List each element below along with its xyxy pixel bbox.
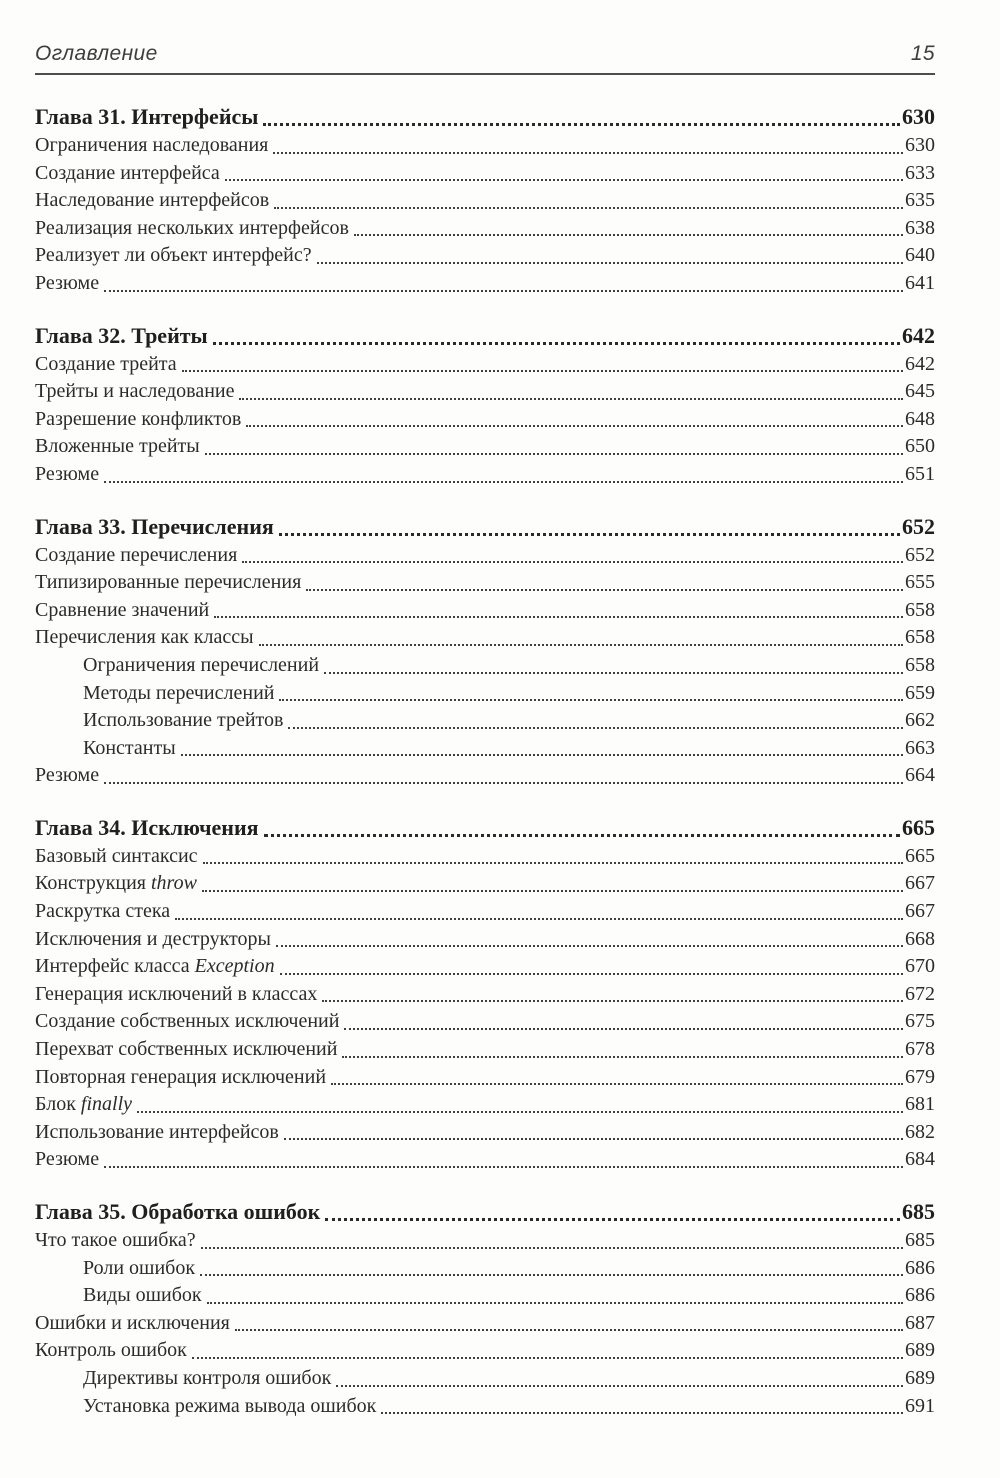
toc-entry-row <box>35 1227 935 1255</box>
dot-leader <box>246 425 903 427</box>
toc-entry-label: Константы <box>83 736 176 759</box>
toc-entry-row <box>35 870 935 898</box>
toc-entry-title <box>35 898 170 926</box>
toc-entry-label-italic: Exception <box>194 955 275 978</box>
toc-entry-row <box>35 597 935 625</box>
toc-entry-row <box>35 762 935 790</box>
toc-entry-row <box>35 707 935 735</box>
toc-entry-page: 652 <box>905 543 935 566</box>
dot-leader <box>263 123 900 126</box>
dot-leader <box>325 1218 900 1221</box>
toc-entry-page: 663 <box>905 736 935 759</box>
toc-entry-row <box>35 898 935 926</box>
toc-entry-title <box>35 101 258 132</box>
toc-chapter-row <box>35 1196 935 1227</box>
toc-entry-row <box>35 624 935 652</box>
toc-entry-page: 640 <box>905 244 935 267</box>
toc-chapter-row <box>35 812 935 843</box>
toc-entry-page: 630 <box>902 104 935 129</box>
toc-entry-title <box>35 433 200 461</box>
toc-chapter-row <box>35 101 935 132</box>
toc-entry-label: Блок <box>35 1093 81 1116</box>
toc-entry-label: Глава 31. Интерфейсы <box>35 104 259 129</box>
page-header <box>35 42 935 75</box>
toc-entry-row <box>35 652 935 680</box>
toc-section <box>35 320 935 489</box>
toc-section <box>35 812 935 1174</box>
toc-entry-title <box>83 1393 376 1421</box>
toc-entry-label: Глава 34. Исключения <box>35 814 259 840</box>
toc-entry-label: Наследование интерфейсов <box>35 189 270 212</box>
toc-entry-label: Трейты и наследование <box>35 380 235 403</box>
toc-entry-page: 667 <box>905 872 935 895</box>
toc-entry-page: 681 <box>905 1093 935 1116</box>
toc-section <box>35 511 935 790</box>
toc-entry-label: Резюме <box>35 271 100 294</box>
toc-entry-page: 651 <box>905 462 935 485</box>
toc-entry-row <box>35 981 935 1009</box>
toc-entry-title <box>83 652 319 680</box>
running-head-title: Оглавление <box>35 42 158 65</box>
dot-leader <box>336 1385 903 1387</box>
dot-leader <box>284 1138 903 1140</box>
dot-leader <box>306 589 903 591</box>
toc-entry-label: Роли ошибок <box>83 1256 196 1279</box>
dot-leader <box>235 1329 903 1331</box>
dot-leader <box>181 754 903 756</box>
toc-entry-row <box>35 1008 935 1036</box>
toc-entry-page: 685 <box>902 1199 935 1224</box>
toc-entry-page: 645 <box>905 380 935 403</box>
toc-entry-title <box>35 406 241 434</box>
toc-entry-row <box>35 160 935 188</box>
toc-entry-page: 648 <box>905 407 935 430</box>
toc-entry-label: Резюме <box>35 764 100 787</box>
dot-leader <box>202 890 903 892</box>
dot-leader <box>205 453 903 455</box>
toc-entry-label: Использование интерфейсов <box>35 1120 279 1143</box>
toc-entry-title <box>35 215 349 243</box>
dot-leader <box>242 561 903 563</box>
toc-entry-title <box>35 1146 99 1174</box>
toc-entry-page: 665 <box>902 814 935 840</box>
dot-leader <box>322 1000 903 1002</box>
toc-entry-label: Что такое ошибка? <box>35 1229 196 1251</box>
toc-entry-page: 670 <box>905 955 935 978</box>
toc-entry-row <box>35 1337 935 1365</box>
toc-section <box>35 101 935 298</box>
toc-entry-label: Раскрутка стека <box>35 900 171 923</box>
toc-entry-page: 689 <box>905 1366 935 1389</box>
toc-entry-label: Виды ошибок <box>83 1284 202 1307</box>
dot-leader <box>104 1166 903 1168</box>
toc-section <box>35 1196 935 1420</box>
dot-leader <box>279 533 900 536</box>
toc-entry-row <box>35 1036 935 1064</box>
toc-entry-title <box>35 1337 187 1365</box>
dot-leader <box>137 1111 903 1113</box>
toc-entry-title <box>35 1119 279 1147</box>
toc-entry-page: 652 <box>902 513 935 539</box>
toc-entry-title <box>35 597 209 625</box>
toc-entry-row <box>35 433 935 461</box>
toc <box>35 101 935 1420</box>
toc-entry-label: Глава 35. Обработка ошибок <box>35 1199 321 1224</box>
dot-leader <box>104 782 903 784</box>
toc-entry-label: Резюме <box>35 1148 100 1171</box>
toc-entry-label: Установка режима вывода ошибок <box>83 1394 377 1417</box>
toc-entry-title <box>83 735 176 763</box>
toc-entry-title <box>35 812 259 843</box>
toc-entry-label: Перечисления как классы <box>35 626 254 649</box>
toc-chapter-row <box>35 511 935 542</box>
dot-leader <box>203 862 903 864</box>
toc-entry-page: 684 <box>905 1148 935 1171</box>
toc-entry-label: Резюме <box>35 462 100 485</box>
toc-entry-page: 668 <box>905 927 935 950</box>
toc-entry-label: Вложенные трейты <box>35 435 200 458</box>
dot-leader <box>280 973 903 975</box>
toc-entry-row <box>35 542 935 570</box>
toc-entry-page: 659 <box>905 681 935 704</box>
toc-entry-page: 667 <box>905 900 935 923</box>
toc-entry-label: Типизированные перечисления <box>35 571 302 594</box>
toc-entry-title <box>35 320 208 351</box>
toc-entry-title <box>83 1282 202 1310</box>
toc-entry-title <box>83 707 283 735</box>
toc-entry-page: 682 <box>905 1120 935 1143</box>
toc-entry-page: 686 <box>905 1256 935 1279</box>
toc-entry-page: 658 <box>905 626 935 649</box>
dot-leader <box>331 1083 903 1085</box>
toc-entry-label: Реализация нескольких интерфейсов <box>35 216 349 239</box>
toc-entry-page: 641 <box>905 271 935 294</box>
toc-entry-label: Методы перечислений <box>83 681 275 704</box>
toc-entry-title <box>35 1036 337 1064</box>
dot-leader <box>274 207 903 209</box>
toc-entry-title <box>35 351 177 379</box>
dot-leader <box>104 290 903 292</box>
toc-entry-label: Ограничения наследования <box>35 134 269 156</box>
toc-entry-title <box>35 511 274 542</box>
toc-entry-row <box>35 1064 935 1092</box>
toc-entry-title <box>35 270 99 298</box>
toc-entry-row <box>35 1146 935 1174</box>
toc-entry-row <box>35 953 935 981</box>
toc-entry-row <box>35 132 935 160</box>
toc-entry-label: Перехват собственных исключений <box>35 1038 338 1061</box>
toc-entry-title <box>35 1091 132 1119</box>
toc-entry-label: Создание собственных исключений <box>35 1010 340 1033</box>
toc-entry-label: Директивы контроля ошибок <box>83 1366 332 1389</box>
toc-entry-row <box>35 242 935 270</box>
toc-entry-label-italic: finally <box>80 1093 133 1116</box>
toc-entry-label: Сравнение значений <box>35 598 210 621</box>
dot-leader <box>354 234 903 236</box>
dot-leader <box>239 398 903 400</box>
toc-chapter-row <box>35 320 935 351</box>
toc-entry-label: Ограничения перечислений <box>83 653 320 676</box>
dot-leader <box>201 1247 903 1249</box>
toc-entry-row <box>35 569 935 597</box>
toc-entry-row <box>35 1091 935 1119</box>
dot-leader <box>259 644 903 646</box>
toc-entry-page: 638 <box>905 216 935 239</box>
toc-entry-page: 658 <box>905 653 935 676</box>
toc-entry-title <box>35 953 275 981</box>
toc-entry-label: Создание трейта <box>35 352 177 375</box>
toc-entry-label: Глава 32. Трейты <box>35 322 208 348</box>
dot-leader <box>342 1056 903 1058</box>
toc-entry-title <box>35 762 99 790</box>
toc-entry-title <box>35 1008 339 1036</box>
toc-entry-page: 650 <box>905 435 935 458</box>
dot-leader <box>104 481 903 483</box>
toc-entry-page: 679 <box>905 1065 935 1088</box>
toc-entry-page: 687 <box>905 1311 935 1334</box>
toc-entry-title <box>35 242 312 270</box>
dot-leader <box>213 342 900 345</box>
toc-entry-title <box>35 870 197 898</box>
dot-leader <box>175 918 903 920</box>
toc-entry-label: Базовый синтаксис <box>35 844 198 867</box>
toc-entry-label: Разрешение конфликтов <box>35 407 242 430</box>
toc-entry-row <box>35 1310 935 1338</box>
dot-leader <box>225 179 903 181</box>
dot-leader <box>214 616 903 618</box>
toc-entry-row <box>35 735 935 763</box>
dot-leader <box>264 834 900 837</box>
toc-entry-label: Использование трейтов <box>83 709 284 732</box>
toc-entry-page: 658 <box>905 598 935 621</box>
toc-entry-row <box>35 187 935 215</box>
toc-entry-page: 678 <box>905 1038 935 1061</box>
toc-entry-row <box>35 926 935 954</box>
toc-entry-title <box>35 378 234 406</box>
toc-entry-title <box>35 1064 326 1092</box>
toc-entry-page: 655 <box>905 571 935 594</box>
toc-entry-page: 642 <box>905 352 935 375</box>
toc-entry-page: 664 <box>905 764 935 787</box>
dot-leader <box>381 1412 903 1414</box>
toc-entry-row <box>35 406 935 434</box>
toc-entry-page: 685 <box>905 1229 935 1251</box>
toc-entry-title <box>35 981 317 1009</box>
toc-entry-row <box>35 215 935 243</box>
toc-entry-row <box>35 1365 935 1393</box>
toc-entry-page: 662 <box>905 709 935 732</box>
toc-entry-title <box>35 926 271 954</box>
toc-entry-page: 689 <box>905 1339 935 1362</box>
toc-entry-page: 672 <box>905 982 935 1005</box>
toc-entry-label: Контроль ошибок <box>35 1339 187 1362</box>
toc-entry-title <box>83 1365 331 1393</box>
dot-leader <box>276 945 903 947</box>
toc-entry-page: 642 <box>902 322 935 348</box>
toc-entry-title <box>35 160 220 188</box>
dot-leader <box>273 152 903 154</box>
toc-entry-label: Конструкция <box>35 872 151 895</box>
toc-entry-row <box>35 680 935 708</box>
toc-entry-row <box>35 843 935 871</box>
toc-entry-row <box>35 270 935 298</box>
dot-leader <box>182 370 903 372</box>
toc-entry-title <box>35 1227 196 1255</box>
toc-entry-label-italic: throw <box>150 872 197 895</box>
toc-entry-title <box>35 542 237 570</box>
toc-entry-page: 635 <box>905 189 935 212</box>
toc-entry-label: Исключения и деструкторы <box>35 927 271 950</box>
toc-entry-page: 633 <box>905 161 935 184</box>
toc-entry-label: Повторная генерация исключений <box>35 1065 327 1088</box>
toc-entry-title <box>35 1310 230 1338</box>
toc-entry-label: Глава 33. Перечисления <box>35 513 274 539</box>
toc-entry-page: 686 <box>905 1284 935 1307</box>
dot-leader <box>279 699 903 701</box>
toc-entry-title <box>35 843 198 871</box>
dot-leader <box>324 672 903 674</box>
page-number: 15 <box>910 42 935 65</box>
toc-entry-page: 665 <box>905 844 935 867</box>
dot-leader <box>317 262 903 264</box>
toc-entry-title <box>35 569 301 597</box>
toc-entry-row <box>35 1119 935 1147</box>
toc-entry-row <box>35 351 935 379</box>
dot-leader <box>207 1302 903 1304</box>
toc-entry-label: Создание интерфейса <box>35 161 220 184</box>
toc-entry-title <box>35 461 99 489</box>
toc-entry-row <box>35 1393 935 1421</box>
toc-entry-label: Реализует ли объект интерфейс? <box>35 244 312 267</box>
toc-entry-page: 675 <box>905 1010 935 1033</box>
toc-entry-title <box>35 1196 320 1227</box>
toc-entry-title <box>35 132 268 160</box>
toc-entry-page: 691 <box>905 1394 935 1417</box>
toc-entry-title <box>83 1255 195 1283</box>
toc-entry-row <box>35 461 935 489</box>
toc-entry-label: Генерация исключений в классах <box>35 982 318 1005</box>
toc-entry-label: Создание перечисления <box>35 543 238 566</box>
dot-leader <box>344 1028 903 1030</box>
toc-entry-title <box>35 187 269 215</box>
toc-entry-title <box>35 624 254 652</box>
toc-entry-row <box>35 1282 935 1310</box>
toc-entry-label: Ошибки и исключения <box>35 1311 230 1334</box>
toc-entry-page: 630 <box>905 134 935 156</box>
dot-leader <box>288 727 903 729</box>
toc-entry-row <box>35 378 935 406</box>
toc-entry-title <box>83 680 274 708</box>
dot-leader <box>200 1274 903 1276</box>
dot-leader <box>192 1357 903 1359</box>
toc-entry-row <box>35 1255 935 1283</box>
toc-entry-label: Интерфейс класса <box>35 955 195 978</box>
